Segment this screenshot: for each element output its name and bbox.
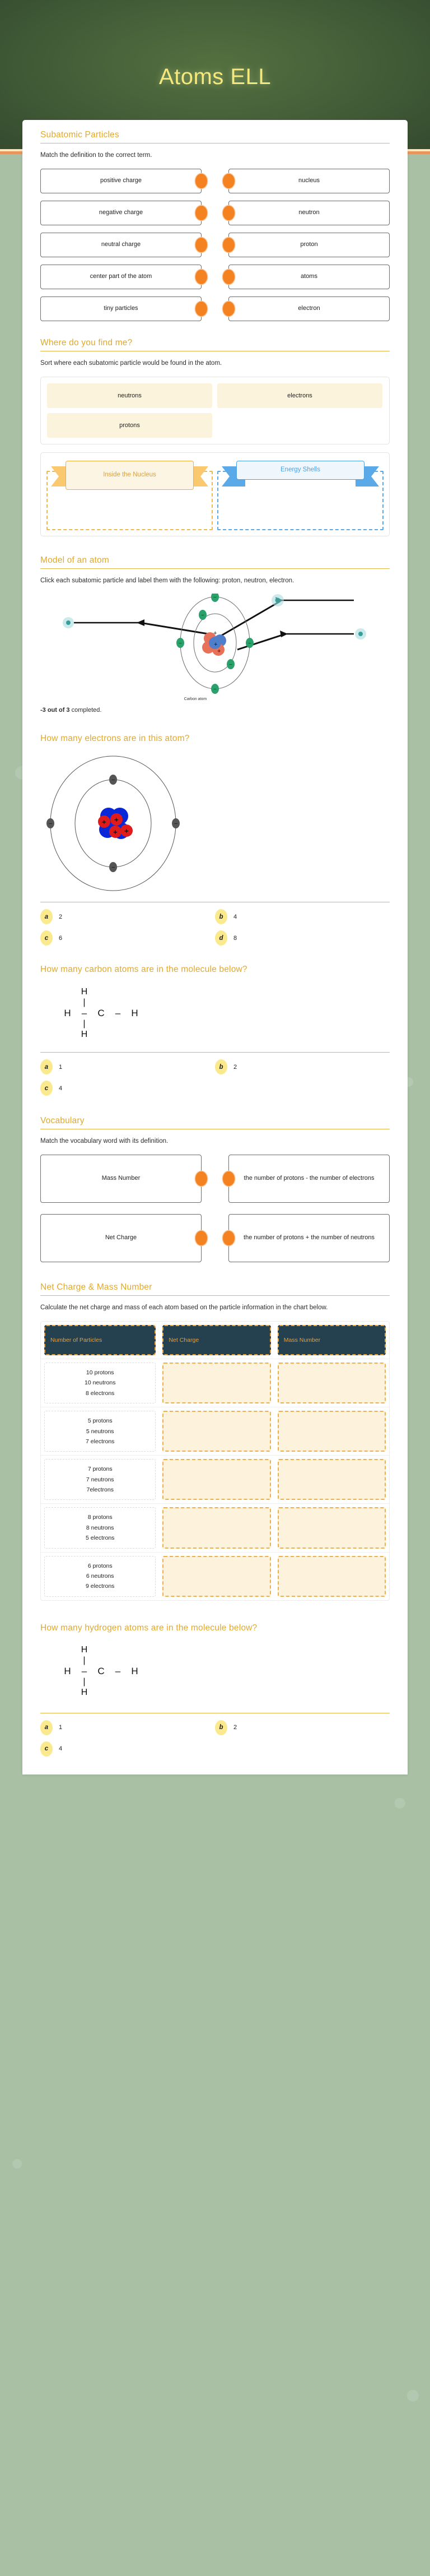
section-title: Model of an atom [40,555,109,565]
atom-label-h: H [64,1666,72,1677]
sort-tile[interactable]: protons [47,413,212,438]
answer-options [40,1059,390,1096]
bond-vertical: | [83,1018,86,1028]
bond-horizontal: – [115,1007,121,1018]
mass-number-input[interactable] [278,1507,386,1548]
option-text: 6 [59,934,63,942]
option-text: 1 [59,1724,63,1731]
svg-text:−: − [174,821,178,828]
match-row [40,233,390,257]
net-charge-input[interactable] [162,1411,270,1452]
match-left [40,1214,202,1262]
drop-column-nucleus [46,458,213,530]
net-charge-input[interactable] [162,1556,270,1597]
match-right [228,169,390,193]
mass-number-input[interactable] [278,1556,386,1597]
sort-tile-grid [47,383,383,438]
bond-vertical: | [83,1677,86,1687]
option-letter-badge: c [40,1081,53,1096]
term-box[interactable]: nucleus [228,169,390,193]
answer-option[interactable] [40,909,215,924]
particle-line: 10 protons [86,1369,114,1377]
table-cell-particles [41,1553,159,1600]
answer-option[interactable] [40,1720,215,1735]
drop-zone-label: Inside the Nucleus [66,461,194,490]
definition-box[interactable]: negative charge [40,201,202,225]
particle-line: 6 protons [87,1562,113,1569]
sort-source-panel [40,377,390,444]
term-box[interactable]: atoms [228,265,390,289]
connector-dot-icon[interactable] [223,302,235,316]
molecule-row-top [59,1645,390,1656]
svg-text:−: − [179,641,182,647]
section-divider [40,1295,390,1296]
section-net-charge-mass-number [22,1282,408,1600]
section-model-of-an-atom [22,555,408,714]
answer-option[interactable] [215,930,390,946]
match-left [40,233,202,257]
drop-zone-label: Energy Shells [236,461,364,480]
bond-vertical: | [83,997,86,1007]
match-row [40,265,390,289]
option-letter-badge: b [215,909,227,924]
table-cell-mass-number [274,1553,389,1600]
section-vocabulary [22,1116,408,1262]
vocab-term-box[interactable]: Net Charge [40,1214,202,1262]
particle-line: 7electrons [86,1486,114,1494]
progress-count: -3 out of 3 [40,707,70,714]
particle-line: 7 protons [87,1466,113,1473]
answer-options [40,1720,390,1757]
progress-suffix: completed. [69,707,102,714]
connector-dot-icon[interactable] [195,174,207,188]
vocab-term-box[interactable]: Mass Number [40,1155,202,1203]
svg-text:−: − [248,641,251,647]
particle-chart-table [40,1321,390,1601]
option-letter-badge: b [215,1720,227,1735]
connector-dot-icon[interactable] [195,270,207,284]
answer-option[interactable] [40,1741,215,1757]
column-header-particles: Number of Particles [44,1325,156,1355]
svg-text:+: + [213,630,217,637]
definition-box[interactable]: positive charge [40,169,202,193]
particle-line: 8 electrons [86,1389,115,1397]
ribbon-header-shells [217,461,384,492]
bond-horizontal: – [115,1666,121,1677]
option-letter-badge: d [215,930,227,946]
svg-text:+: + [217,648,221,655]
match-left [40,201,202,225]
vocab-definition-box[interactable]: the number of protons + the number of neutrons [228,1214,390,1262]
connector-dot-icon[interactable] [223,1171,235,1186]
vocab-definition-box[interactable]: the number of protons - the number of electrons [228,1155,390,1203]
page-title: Atoms ELL [158,64,272,89]
question-title: How many hydrogen atoms are in the molecule below? [40,1623,258,1633]
option-text: 2 [233,1724,237,1731]
match-right [228,233,390,257]
connector-dot-icon[interactable] [223,270,235,284]
bond-horizontal: – [81,1007,88,1018]
table-header-row [41,1322,389,1359]
net-charge-input[interactable] [162,1459,270,1500]
match-right [228,296,390,321]
connector-dot-icon[interactable] [195,1171,207,1186]
atom-label-c: C [97,1666,105,1677]
mass-number-input[interactable] [278,1411,386,1452]
match-row [40,1155,390,1203]
option-text: 4 [59,1085,63,1092]
mass-number-input[interactable] [278,1363,386,1403]
match-right [228,1214,390,1262]
answers-divider [40,1052,390,1053]
nucleus-cluster-icon [98,808,133,839]
term-box[interactable]: neutron [228,201,390,225]
molecule-row-bond-bottom [59,1018,390,1029]
term-box[interactable]: electron [228,296,390,321]
particle-counts [44,1507,156,1548]
table-header-cell [41,1322,159,1359]
atom-label-h: H [81,1645,88,1655]
option-text: 4 [59,1745,63,1753]
particle-counts [44,1363,156,1403]
section-divider [40,568,390,569]
question-title: How many electrons are in this atom? [40,734,190,744]
section-instruction: Match the definition to the correct term. [40,152,152,159]
option-letter-badge: b [215,1059,227,1074]
option-letter-badge: c [40,1741,53,1757]
net-charge-input[interactable] [162,1363,270,1403]
molecule-row-center [59,1666,390,1677]
svg-text:+: + [114,816,119,824]
section-title: Subatomic Particles [40,130,119,140]
match-row [40,169,390,193]
svg-text:+: + [214,641,218,648]
particle-line: 5 electrons [86,1535,115,1542]
svg-text:+: + [102,818,106,827]
match-row [40,296,390,321]
diagram-caption: Carbon atom [184,697,207,702]
answer-options [40,909,390,946]
section-question-hydrogen [22,1623,408,1757]
molecule-row-center [59,1008,390,1018]
atom-label-c: C [97,1007,105,1018]
particle-line: 9 electrons [86,1583,115,1590]
svg-text:−: − [201,613,204,619]
table-cell-net-charge [159,1359,274,1407]
carbon-atom-diagram [40,594,390,701]
bond-horizontal: – [81,1666,88,1677]
label-target-icon [66,620,71,625]
svg-text:+: + [124,827,129,836]
label-target-icon [275,598,281,603]
table-cell-particles [41,1504,159,1551]
option-text: 8 [233,934,237,942]
atom-label-h: H [81,1029,88,1039]
answer-option[interactable] [40,930,215,946]
particle-line: 10 neutrons [85,1379,116,1387]
arrow-head-icon [137,619,144,626]
svg-text:−: − [111,777,115,784]
connector-dot-icon[interactable] [223,206,235,220]
molecule-row-bond-top [59,1656,390,1666]
section-where-find-me [22,338,408,536]
option-text: 2 [233,1063,237,1071]
label-target-icon [358,632,363,636]
connector-dot-icon[interactable] [223,174,235,188]
connector-dot-icon[interactable] [195,206,207,220]
atom-label-h: H [81,986,88,997]
match-left [40,1155,202,1203]
connector-dot-icon[interactable] [195,238,207,252]
table-cell-particles [41,1456,159,1503]
option-text: 1 [59,1063,63,1071]
table-row [41,1504,389,1552]
table-cell-net-charge [159,1456,274,1503]
molecule-row-top [59,986,390,997]
table-row [41,1456,389,1504]
table-cell-net-charge [159,1504,274,1551]
connector-dot-icon[interactable] [195,1231,207,1245]
definition-box[interactable]: center part of the atom [40,265,202,289]
table-row [41,1553,389,1600]
option-text: 2 [59,913,63,920]
table-header-cell [159,1322,274,1359]
option-letter-badge: a [40,1059,53,1074]
option-text: 4 [233,913,237,920]
particle-line: 8 neutrons [86,1524,114,1531]
atom-label-h: H [81,1688,88,1698]
mass-number-input[interactable] [278,1459,386,1500]
svg-text:+: + [113,828,118,837]
match-right [228,265,390,289]
bohr-atom-diagram [46,753,390,896]
table-header-cell [274,1322,389,1359]
table-cell-mass-number [274,1407,389,1455]
bond-vertical: | [83,1656,86,1666]
atom-label-h: H [131,1007,139,1018]
connector-dot-icon[interactable] [223,238,235,252]
particle-line: 6 neutrons [86,1572,114,1579]
term-box[interactable]: proton [228,233,390,257]
match-right [228,201,390,225]
question-title: How many carbon atoms are in the molecule below? [40,965,247,975]
section-title: Where do you find me? [40,337,133,348]
drop-column-shells [217,458,384,530]
arrow-head-icon [280,631,288,637]
particle-line: 8 protons [87,1514,113,1521]
option-letter-badge: a [40,1720,53,1735]
match-left [40,169,202,193]
section-question-carbon [22,965,408,1096]
worksheet-sheet [22,120,408,1775]
particle-counts [44,1411,156,1452]
svg-text:−: − [213,687,217,693]
table-cell-mass-number [274,1504,389,1551]
table-row [41,1359,389,1407]
section-instruction: Calculate the net charge and mass of each atom based on the particle information in the chart below. [40,1304,328,1312]
particle-counts [44,1459,156,1500]
methane-structure [59,986,390,1040]
section-subatomic-particles [22,130,408,321]
match-right [228,1155,390,1203]
svg-text:−: − [49,821,53,828]
atom-label-h: H [64,1007,72,1018]
atom-label-h: H [131,1666,139,1677]
molecule-row-bond-top [59,997,390,1008]
answer-option[interactable] [40,1081,215,1096]
svg-text:−: − [213,595,217,601]
section-title: Net Charge & Mass Number [40,1282,152,1292]
table-cell-particles [41,1359,159,1407]
section-question-electrons [22,734,408,946]
table-row [41,1407,389,1456]
progress-status [40,707,390,714]
table-cell-particles [41,1407,159,1455]
table-cell-mass-number [274,1359,389,1407]
net-charge-input[interactable] [162,1507,270,1548]
svg-text:−: − [111,864,115,872]
option-letter-badge: a [40,909,53,924]
particle-line: 7 neutrons [86,1476,114,1483]
section-instruction: Click each subatomic particle and label them with the following: proton, neutron, electron. [40,577,295,584]
sort-tile[interactable]: electrons [217,383,382,408]
match-row [40,201,390,225]
connector-dot-icon[interactable] [223,1231,235,1245]
molecule-row-bottom [59,1029,390,1040]
answer-option[interactable] [215,1720,390,1735]
option-letter-badge: c [40,930,53,946]
column-header-mass-number: Mass Number [278,1325,386,1355]
section-instruction: Sort where each subatomic particle would be found in the atom. [40,359,222,367]
connector-dot-icon[interactable] [195,302,207,316]
carbon-atom-svg [40,594,390,694]
particle-counts [44,1556,156,1597]
particle-line: 7 electrons [86,1438,115,1445]
molecule-row-bottom [59,1688,390,1698]
table-cell-net-charge [159,1407,274,1455]
definition-box[interactable]: tiny particles [40,296,202,321]
table-cell-mass-number [274,1456,389,1503]
svg-text:−: − [229,662,232,669]
methane-structure [59,1645,390,1698]
bohr-atom-svg [46,753,191,893]
table-cell-net-charge [159,1553,274,1600]
answer-option[interactable] [215,1059,390,1074]
particle-line: 5 protons [87,1417,113,1425]
sort-tile[interactable]: neutrons [47,383,212,408]
molecule-row-bond-bottom [59,1677,390,1688]
answer-option[interactable] [215,909,390,924]
column-header-net-charge: Net Charge [162,1325,270,1355]
section-instruction: Match the vocabulary word with its definition. [40,1138,169,1145]
ribbon-header-nucleus [46,461,213,492]
match-row [40,1214,390,1262]
definition-box[interactable]: neutral charge [40,233,202,257]
particle-line: 5 neutrons [86,1428,114,1435]
section-title: Vocabulary [40,1116,85,1126]
match-left [40,296,202,321]
match-left [40,265,202,289]
answer-option[interactable] [40,1059,215,1074]
drop-zones-panel [40,452,390,536]
